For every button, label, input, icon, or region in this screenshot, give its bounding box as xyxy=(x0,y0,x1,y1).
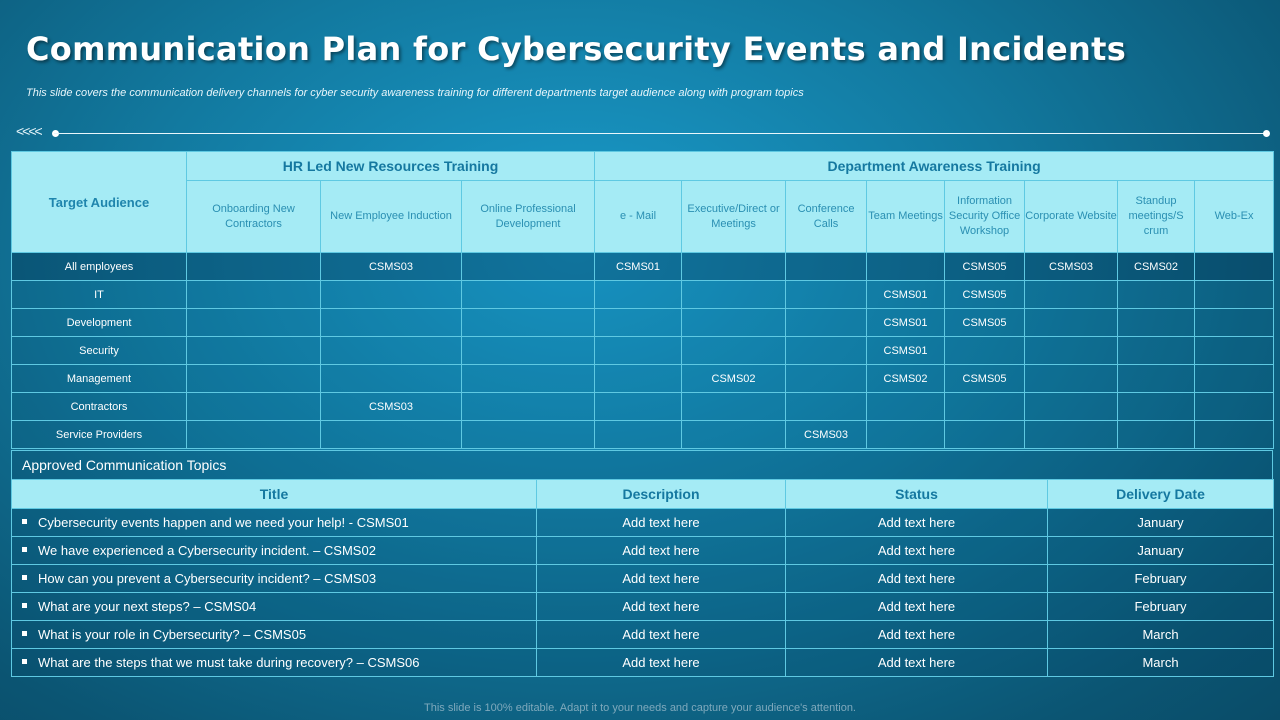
audience-cell: Service Providers xyxy=(12,421,187,449)
matrix-cell: CSMS02 xyxy=(682,365,786,393)
matrix-cell xyxy=(1025,337,1118,365)
matrix-cell xyxy=(321,281,462,309)
channel-header: Conference Calls xyxy=(786,181,867,253)
matrix-cell: CSMS03 xyxy=(786,421,867,449)
channel-header: Standup meetings/S crum xyxy=(1118,181,1195,253)
chevrons-left-icon: <<<< xyxy=(16,123,41,139)
topic-title-cell xyxy=(12,509,537,537)
communication-matrix-table xyxy=(11,151,1274,449)
matrix-row xyxy=(12,253,1274,281)
topic-title-cell xyxy=(12,537,537,565)
matrix-row xyxy=(12,309,1274,337)
square-bullet-icon xyxy=(22,547,27,552)
matrix-cell xyxy=(462,393,595,421)
topic-title-text: We have experienced a Cybersecurity incident. – CSMS02 xyxy=(38,543,376,558)
matrix-cell xyxy=(682,309,786,337)
square-bullet-icon xyxy=(22,659,27,664)
topic-description-cell: Add text here xyxy=(537,649,786,677)
topic-delivery-date-cell: January xyxy=(1048,537,1274,565)
topic-delivery-date-cell: January xyxy=(1048,509,1274,537)
department-awareness-group-header: Department Awareness Training xyxy=(595,152,1274,181)
matrix-cell xyxy=(187,365,321,393)
matrix-cell xyxy=(1118,365,1195,393)
matrix-cell xyxy=(1118,337,1195,365)
matrix-cell xyxy=(187,393,321,421)
target-audience-header: Target Audience xyxy=(12,152,187,253)
matrix-row xyxy=(12,281,1274,309)
topic-row xyxy=(12,621,1274,649)
matrix-cell xyxy=(1195,365,1274,393)
square-bullet-icon xyxy=(22,603,27,608)
decorative-divider xyxy=(14,123,1270,142)
matrix-cell xyxy=(462,365,595,393)
audience-cell: All employees xyxy=(12,253,187,281)
matrix-cell xyxy=(1118,281,1195,309)
audience-cell: Security xyxy=(12,337,187,365)
matrix-cell xyxy=(187,309,321,337)
hr-training-group-header: HR Led New Resources Training xyxy=(187,152,595,181)
matrix-cell xyxy=(595,365,682,393)
matrix-cell xyxy=(1025,309,1118,337)
matrix-cell xyxy=(682,421,786,449)
matrix-row xyxy=(12,365,1274,393)
topic-status-cell: Add text here xyxy=(786,537,1048,565)
matrix-cell: CSMS02 xyxy=(867,365,945,393)
topic-title-cell xyxy=(12,565,537,593)
matrix-cell xyxy=(682,281,786,309)
topic-title-text: What is your role in Cybersecurity? – CSMS05 xyxy=(38,627,307,642)
matrix-cell: CSMS01 xyxy=(867,337,945,365)
page-subtitle: This slide covers the communication delivery channels for cyber security awareness training for different departments target audience along with program topics xyxy=(26,87,804,99)
matrix-cell xyxy=(595,421,682,449)
topic-title-text: Cybersecurity events happen and we need your help! - CSMS01 xyxy=(38,515,409,530)
matrix-cell xyxy=(786,393,867,421)
matrix-cell xyxy=(1195,281,1274,309)
topic-delivery-date-cell: February xyxy=(1048,565,1274,593)
matrix-cell xyxy=(945,337,1025,365)
channel-header: Corporate Website xyxy=(1025,181,1118,253)
matrix-cell xyxy=(1195,393,1274,421)
matrix-cell xyxy=(1195,421,1274,449)
matrix-cell xyxy=(321,309,462,337)
matrix-row xyxy=(12,393,1274,421)
matrix-cell xyxy=(187,253,321,281)
matrix-channel-header-row xyxy=(12,181,1274,253)
topic-title-cell xyxy=(12,593,537,621)
matrix-cell xyxy=(187,421,321,449)
matrix-cell: CSMS05 xyxy=(945,253,1025,281)
topic-title-text: What are the steps that we must take during recovery? – CSMS06 xyxy=(38,655,420,670)
topic-delivery-date-cell: March xyxy=(1048,621,1274,649)
matrix-cell xyxy=(867,393,945,421)
matrix-cell: CSMS03 xyxy=(321,253,462,281)
audience-cell: Contractors xyxy=(12,393,187,421)
matrix-cell xyxy=(1025,365,1118,393)
delivery-date-column-header: Delivery Date xyxy=(1048,480,1274,509)
audience-cell: Management xyxy=(12,365,187,393)
topic-row xyxy=(12,537,1274,565)
matrix-cell xyxy=(945,421,1025,449)
matrix-cell: CSMS05 xyxy=(945,281,1025,309)
topic-row xyxy=(12,649,1274,677)
topic-description-cell: Add text here xyxy=(537,593,786,621)
matrix-cell xyxy=(682,337,786,365)
topic-status-cell: Add text here xyxy=(786,649,1048,677)
matrix-cell: CSMS01 xyxy=(595,253,682,281)
topic-status-cell: Add text here xyxy=(786,621,1048,649)
matrix-cell: CSMS01 xyxy=(867,281,945,309)
matrix-cell: CSMS03 xyxy=(321,393,462,421)
matrix-cell xyxy=(321,421,462,449)
page-title: Communication Plan for Cybersecurity Events and Incidents xyxy=(26,30,1127,68)
footer-note: This slide is 100% editable. Adapt it to your needs and capture your audience's attention. xyxy=(424,702,856,714)
matrix-cell xyxy=(1025,281,1118,309)
matrix-cell xyxy=(595,281,682,309)
topic-status-cell: Add text here xyxy=(786,593,1048,621)
matrix-cell: CSMS01 xyxy=(867,309,945,337)
matrix-cell xyxy=(1025,421,1118,449)
matrix-cell xyxy=(867,421,945,449)
topic-delivery-date-cell: March xyxy=(1048,649,1274,677)
topic-description-cell: Add text here xyxy=(537,537,786,565)
topics-header-row xyxy=(12,480,1274,509)
channel-header: New Employee Induction xyxy=(321,181,462,253)
matrix-cell xyxy=(1195,309,1274,337)
topic-status-cell: Add text here xyxy=(786,509,1048,537)
divider-dot-right-icon xyxy=(1263,130,1270,137)
matrix-cell xyxy=(786,281,867,309)
matrix-cell xyxy=(462,309,595,337)
topic-row xyxy=(12,565,1274,593)
matrix-row xyxy=(12,421,1274,449)
matrix-cell xyxy=(462,281,595,309)
square-bullet-icon xyxy=(22,519,27,524)
matrix-cell xyxy=(462,337,595,365)
topic-delivery-date-cell: February xyxy=(1048,593,1274,621)
description-column-header: Description xyxy=(537,480,786,509)
topic-description-cell: Add text here xyxy=(537,621,786,649)
channel-header: Team Meetings xyxy=(867,181,945,253)
divider-line xyxy=(54,133,1264,134)
topic-description-cell: Add text here xyxy=(537,509,786,537)
topic-title-text: How can you prevent a Cybersecurity incident? – CSMS03 xyxy=(38,571,377,586)
topic-title-text: What are your next steps? – CSMS04 xyxy=(38,599,257,614)
square-bullet-icon xyxy=(22,575,27,580)
topic-status-cell: Add text here xyxy=(786,565,1048,593)
matrix-cell xyxy=(1025,393,1118,421)
matrix-row xyxy=(12,337,1274,365)
channel-header: e - Mail xyxy=(595,181,682,253)
matrix-cell xyxy=(682,253,786,281)
matrix-cell xyxy=(945,393,1025,421)
matrix-cell xyxy=(1118,309,1195,337)
matrix-cell xyxy=(786,253,867,281)
communication-topics-table xyxy=(11,479,1274,677)
audience-cell: IT xyxy=(12,281,187,309)
matrix-cell xyxy=(867,253,945,281)
matrix-cell xyxy=(321,337,462,365)
matrix-group-header-row xyxy=(12,152,1274,181)
channel-header: Onboarding New Contractors xyxy=(187,181,321,253)
channel-header: Information Security Office Workshop xyxy=(945,181,1025,253)
title-column-header: Title xyxy=(12,480,537,509)
matrix-cell xyxy=(595,337,682,365)
matrix-cell xyxy=(187,337,321,365)
channel-header: Online Professional Development xyxy=(462,181,595,253)
matrix-cell: CSMS03 xyxy=(1025,253,1118,281)
topic-title-cell xyxy=(12,621,537,649)
channel-header: Executive/Direct or Meetings xyxy=(682,181,786,253)
matrix-cell xyxy=(682,393,786,421)
topic-title-cell xyxy=(12,649,537,677)
topic-row xyxy=(12,509,1274,537)
matrix-cell xyxy=(1195,253,1274,281)
matrix-cell xyxy=(462,253,595,281)
matrix-cell: CSMS05 xyxy=(945,309,1025,337)
matrix-cell xyxy=(1195,337,1274,365)
matrix-cell xyxy=(595,309,682,337)
matrix-cell xyxy=(1118,421,1195,449)
matrix-cell xyxy=(462,421,595,449)
matrix-cell xyxy=(595,393,682,421)
matrix-cell xyxy=(321,365,462,393)
audience-cell: Development xyxy=(12,309,187,337)
matrix-cell xyxy=(1118,393,1195,421)
status-column-header: Status xyxy=(786,480,1048,509)
topic-description-cell: Add text here xyxy=(537,565,786,593)
approved-topics-label: Approved Communication Topics xyxy=(11,450,1273,479)
matrix-cell xyxy=(187,281,321,309)
matrix-cell xyxy=(786,309,867,337)
matrix-cell: CSMS05 xyxy=(945,365,1025,393)
square-bullet-icon xyxy=(22,631,27,636)
matrix-cell xyxy=(786,365,867,393)
matrix-cell: CSMS02 xyxy=(1118,253,1195,281)
matrix-cell xyxy=(786,337,867,365)
topic-row xyxy=(12,593,1274,621)
channel-header: Web-Ex xyxy=(1195,181,1274,253)
